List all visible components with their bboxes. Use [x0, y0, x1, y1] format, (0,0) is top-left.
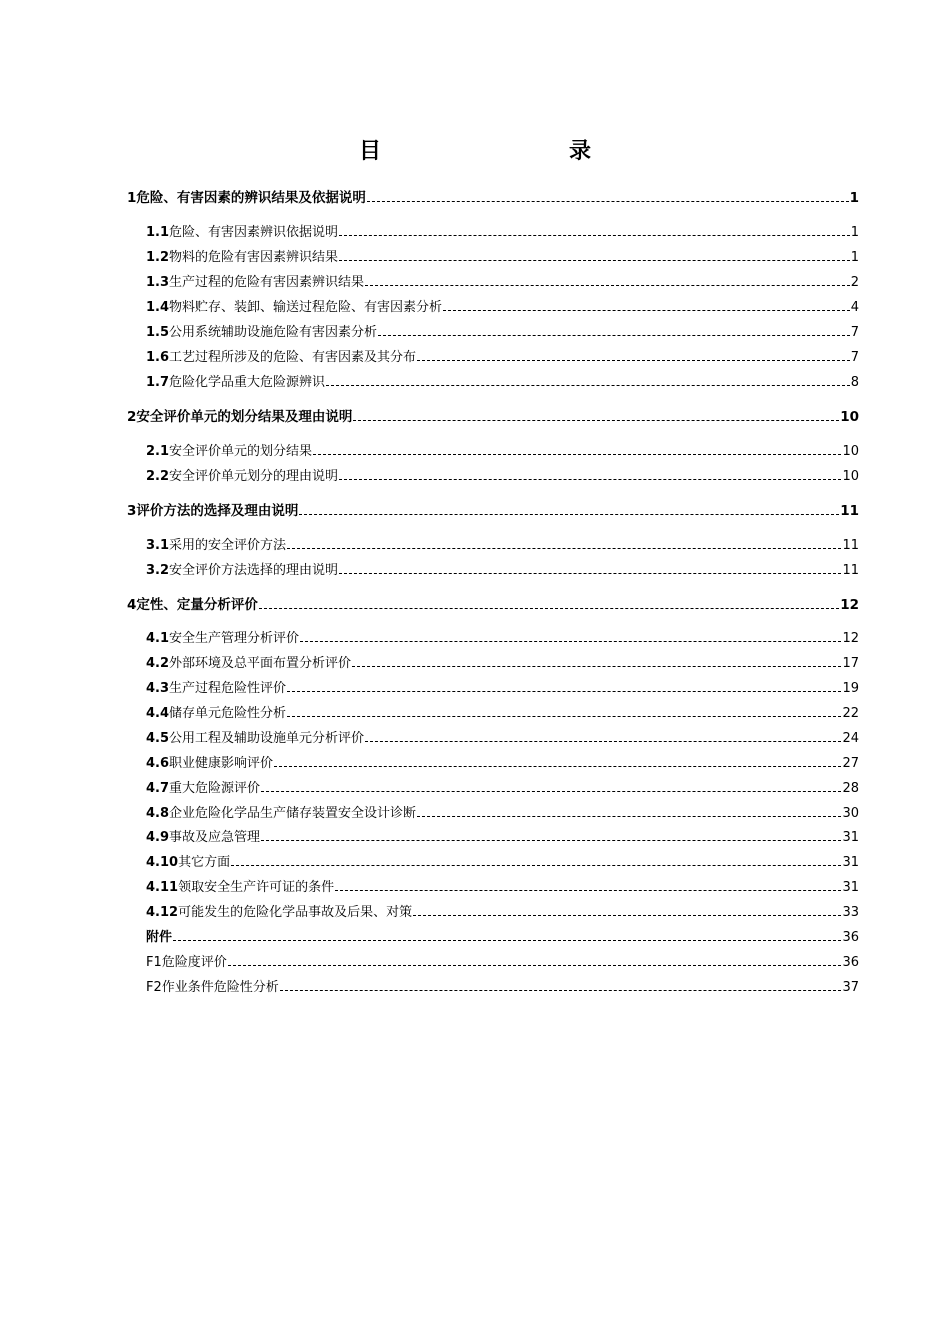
dot-leader [413, 901, 841, 916]
toc-entry-number: 4.12 [146, 905, 179, 921]
toc-entry-page: 1 [849, 190, 859, 206]
toc-entry-title: 工艺过程所涉及的危险、有害因素及其分布 [169, 350, 417, 366]
toc-entry-number: 4.6 [146, 756, 170, 772]
dot-leader [353, 405, 839, 421]
toc-entry-title: 作业条件危险性分析 [161, 980, 279, 996]
toc-entry-number: 4.5 [146, 731, 170, 747]
toc-entry-title: 职业健康影响评价 [169, 756, 274, 772]
toc-entry-number: 3.2 [146, 563, 170, 579]
toc-entry-f2[interactable] [146, 976, 859, 995]
toc-entry-title: 安全评价单元的划分结果及理由说明 [136, 409, 353, 425]
toc-entry-page: 28 [842, 781, 859, 797]
toc-entry-number: 4.10 [146, 855, 179, 871]
dot-leader [287, 702, 841, 717]
dot-leader [339, 221, 850, 236]
toc-entry-number: 2.1 [146, 444, 170, 460]
toc-entry-4-3[interactable] [146, 677, 859, 696]
toc-entry-title: 危险、有害因素辨识依据说明 [169, 225, 339, 241]
toc-entry-4-11[interactable] [146, 876, 859, 895]
toc-entry-2-2[interactable] [146, 465, 859, 484]
toc-entry-title: 定性、定量分析评价 [136, 597, 258, 613]
toc-entry-4-12[interactable] [146, 901, 859, 920]
toc-entry-number: 4.11 [146, 880, 179, 896]
toc-entry-number: 1.3 [146, 275, 170, 291]
toc-entry-title: 生产过程危险性评价 [169, 681, 287, 697]
toc-entry-page: 36 [842, 930, 859, 946]
dot-leader [417, 802, 841, 817]
toc-entry-page: 27 [842, 756, 859, 772]
dot-leader [352, 652, 841, 667]
toc-entry-number: 4.7 [146, 781, 170, 797]
page-title: 目 录 [358, 139, 639, 164]
toc-entry-number: 1.1 [146, 225, 170, 241]
toc-entry-title: 事故及应急管理 [169, 830, 261, 846]
toc-entry-page: 4 [850, 300, 859, 316]
toc-entry-page: 7 [850, 325, 859, 341]
toc-entry-4-6[interactable] [146, 752, 859, 771]
toc-entry-page: 1 [850, 250, 859, 266]
toc-entry-3-2[interactable] [146, 559, 859, 578]
toc-entry-number: 1 [127, 190, 137, 206]
toc-entry-number: 1.5 [146, 325, 170, 341]
toc-entry-number: 2 [127, 409, 137, 425]
toc-entry-page: 1 [850, 225, 859, 241]
toc-entry-title: 附件 [146, 930, 173, 946]
toc-entry-title: 危险、有害因素的辨识结果及依据说明 [136, 190, 366, 206]
toc-entry-page: 2 [850, 275, 859, 291]
dot-leader [313, 440, 841, 455]
toc-entry-number: F2 [146, 980, 162, 996]
toc-entry-title: 企业危险化学品生产储存装置安全设计诊断 [169, 806, 417, 822]
toc-entry-page: 37 [842, 980, 859, 996]
toc-entry-number: 4 [127, 597, 137, 613]
dot-leader [280, 976, 842, 991]
dot-leader [367, 186, 849, 202]
toc-entry-appendix[interactable] [146, 926, 859, 945]
toc-entry-page: 33 [842, 905, 859, 921]
toc-entry-page: 19 [842, 681, 859, 697]
dot-leader [287, 677, 841, 692]
toc-entry-title: 公用系统辅助设施危险有害因素分析 [169, 325, 378, 341]
dot-leader [339, 246, 850, 261]
toc-entry-page: 12 [842, 631, 859, 647]
toc-entry-1-5[interactable] [146, 321, 859, 340]
toc-entry-page: 36 [842, 955, 859, 971]
dot-leader [339, 559, 841, 574]
toc-entry-4-5[interactable] [146, 727, 859, 746]
toc-entry-number: 1.2 [146, 250, 170, 266]
toc-entry-title: 安全评价单元的划分结果 [169, 444, 313, 460]
toc-entry-1-4[interactable] [146, 296, 859, 315]
toc-entry-1-1[interactable] [146, 221, 859, 240]
toc-entry-number: 1.6 [146, 350, 170, 366]
toc-entry-number: 4.9 [146, 830, 170, 846]
toc-entry-2[interactable] [127, 405, 859, 425]
dot-leader [261, 826, 841, 841]
toc-entry-4-1[interactable] [146, 627, 859, 646]
toc-entry-number: F1 [146, 955, 162, 971]
dot-leader [339, 465, 841, 480]
dot-leader [443, 296, 850, 311]
toc-entry-1-6[interactable] [146, 346, 859, 365]
toc-entry-3[interactable] [127, 499, 859, 519]
dot-leader [365, 727, 841, 742]
toc-entry-page: 10 [842, 469, 859, 485]
toc-entry-page: 11 [842, 563, 859, 579]
dot-leader [365, 271, 850, 286]
toc-entry-4-9[interactable] [146, 826, 859, 845]
toc-entry-title: 危险度评价 [161, 955, 227, 971]
toc-entry-number: 4.1 [146, 631, 170, 647]
toc-entry-number: 4.2 [146, 656, 170, 672]
toc-entry-number: 4.4 [146, 706, 170, 722]
toc-entry-title: 储存单元危险性分析 [169, 706, 287, 722]
toc-entry-page: 10 [842, 444, 859, 460]
toc-entry-page: 17 [842, 656, 859, 672]
toc-entry-number: 4.8 [146, 806, 170, 822]
toc-entry-number: 3 [127, 503, 137, 519]
toc-entry-title: 公用工程及辅助设施单元分析评价 [169, 731, 365, 747]
toc-entry-4-2[interactable] [146, 652, 859, 671]
toc-entry-4-4[interactable] [146, 702, 859, 721]
toc-entry-title: 物料贮存、装卸、输送过程危险、有害因素分析 [169, 300, 443, 316]
toc-entry-title: 外部环境及总平面布置分析评价 [169, 656, 352, 672]
toc-entry-page: 7 [850, 350, 859, 366]
toc-entry-title: 其它方面 [178, 855, 231, 871]
toc-entry-page: 31 [842, 855, 859, 871]
toc-entry-number: 1.7 [146, 375, 170, 391]
dot-leader [335, 876, 841, 891]
dot-leader [299, 499, 839, 515]
toc-entry-1-2[interactable] [146, 246, 859, 265]
toc-entry-title: 领取安全生产许可证的条件 [178, 880, 335, 896]
toc-entry-page: 12 [840, 597, 859, 613]
toc-entry-title: 生产过程的危险有害因素辨识结果 [169, 275, 365, 291]
toc-entry-number: 3.1 [146, 538, 170, 554]
toc-entry-3-1[interactable] [146, 534, 859, 553]
dot-leader [274, 752, 841, 767]
toc-entry-title: 物料的危险有害因素辨识结果 [169, 250, 339, 266]
toc-entry-title: 可能发生的危险化学品事故及后果、对策 [178, 905, 413, 921]
dot-leader [326, 371, 850, 386]
dot-leader [261, 777, 841, 792]
toc-entry-1-3[interactable] [146, 271, 859, 290]
dot-leader [378, 321, 850, 336]
toc-entry-title: 安全评价单元划分的理由说明 [169, 469, 339, 485]
toc-entry-page: 31 [842, 830, 859, 846]
dot-leader [417, 346, 850, 361]
toc-entry-number: 1.4 [146, 300, 170, 316]
toc-entry-number: 2.2 [146, 469, 170, 485]
toc-entry-4[interactable] [127, 593, 859, 613]
toc-entry-f1[interactable] [146, 951, 859, 970]
dot-leader [231, 851, 841, 866]
toc-entry-1[interactable] [127, 186, 859, 206]
toc-entry-page: 11 [842, 538, 859, 554]
toc-entry-4-10[interactable] [146, 851, 859, 870]
toc-entry-page: 8 [850, 375, 859, 391]
toc-entry-page: 24 [842, 731, 859, 747]
toc-entry-title: 重大危险源评价 [169, 781, 261, 797]
dot-leader [173, 926, 841, 941]
dot-leader [300, 627, 841, 642]
toc-entry-title: 危险化学品重大危险源辨识 [169, 375, 326, 391]
dot-leader [228, 951, 842, 966]
dot-leader [259, 593, 839, 609]
toc-entry-page: 31 [842, 880, 859, 896]
toc-entry-title: 安全评价方法选择的理由说明 [169, 563, 339, 579]
dot-leader [287, 534, 841, 549]
toc-entry-number: 4.3 [146, 681, 170, 697]
toc-entry-2-1[interactable] [146, 440, 859, 459]
toc-entry-page: 11 [840, 503, 859, 519]
toc-entry-1-7[interactable] [146, 371, 859, 390]
toc-entry-page: 10 [840, 409, 859, 425]
toc-entry-title: 评价方法的选择及理由说明 [136, 503, 299, 519]
toc-entry-page: 22 [842, 706, 859, 722]
toc-entry-page: 30 [842, 806, 859, 822]
toc-entry-title: 安全生产管理分析评价 [169, 631, 300, 647]
toc-entry-title: 采用的安全评价方法 [169, 538, 287, 554]
toc-entry-4-8[interactable] [146, 802, 859, 821]
toc-entry-4-7[interactable] [146, 777, 859, 796]
